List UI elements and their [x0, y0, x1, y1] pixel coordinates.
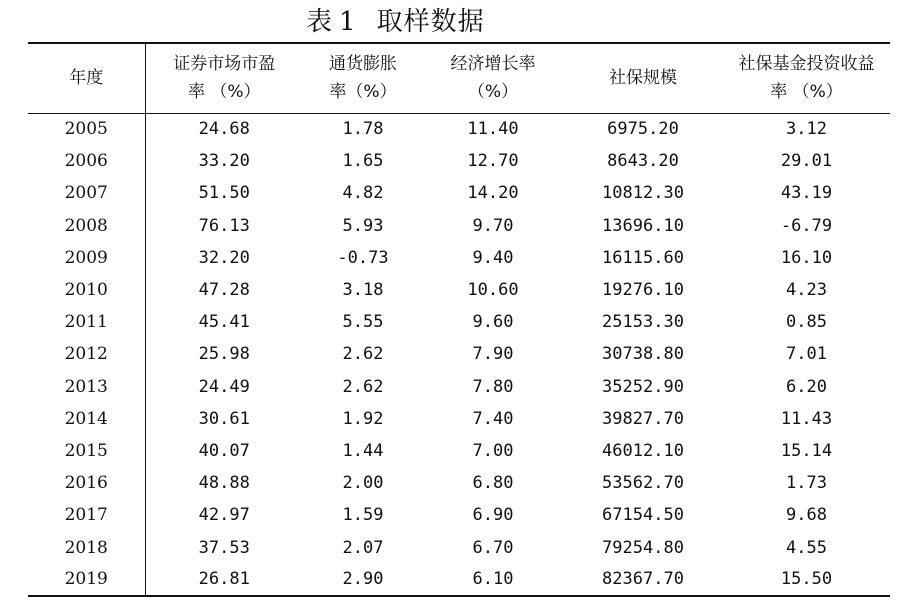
cell-fund-return-rate: 11.43 [780, 408, 833, 429]
cell-fund-return-rate: 4.55 [786, 537, 827, 558]
cell-fund-scale: 13696.10 [602, 215, 684, 236]
column-header-line: 率 （%） [770, 82, 843, 103]
cell-fund-return-rate: -6.79 [780, 215, 833, 236]
cell-inflation-rate: 5.55 [342, 312, 384, 333]
cell-year: 2016 [28, 467, 145, 499]
cell-fund-scale: 19276.10 [602, 280, 684, 301]
cell-fund-scale: 53562.70 [602, 473, 684, 494]
cell-pe-ratio: 37.53 [198, 537, 250, 558]
cell-fund-return-rate: 6.20 [786, 376, 827, 397]
cell-fund-scale: 10812.30 [602, 183, 684, 204]
cell-growth-rate: 12.70 [467, 151, 519, 172]
cell-year: 2005 [28, 113, 145, 145]
table-row [28, 306, 890, 338]
table-row [28, 274, 890, 306]
cell-growth-rate: 7.40 [472, 408, 514, 429]
caption-title: 取样数据 [376, 7, 485, 37]
cell-growth-rate: 6.90 [472, 505, 514, 526]
cell-fund-scale: 67154.50 [602, 505, 684, 526]
cell-pe-ratio: 24.49 [198, 376, 250, 397]
table-row [28, 531, 890, 563]
cell-fund-scale: 6975.20 [607, 119, 679, 140]
cell-growth-rate: 7.80 [472, 376, 514, 397]
header-year [28, 43, 145, 113]
cell-year: 2019 [28, 564, 145, 596]
cell-pe-ratio: 30.61 [198, 408, 250, 429]
cell-pe-ratio: 48.88 [198, 473, 250, 494]
column-header-line: 通货膨胀 [329, 54, 397, 75]
column-header-line: （%） [467, 82, 519, 103]
table-caption-text [306, 4, 485, 40]
cell-year: 2012 [28, 338, 145, 370]
table-row [28, 435, 890, 467]
cell-inflation-rate: 1.78 [342, 119, 384, 140]
cell-year: 2015 [28, 435, 145, 467]
cell-inflation-rate: 3.18 [342, 280, 384, 301]
cell-inflation-rate: 2.62 [342, 376, 384, 397]
cell-fund-scale: 46012.10 [602, 440, 684, 461]
header-fund-scale [563, 43, 723, 113]
table-row [28, 177, 890, 209]
cell-fund-return-rate: 9.68 [786, 505, 827, 526]
table-row [28, 564, 890, 596]
cell-inflation-rate: 1.92 [342, 408, 384, 429]
cell-fund-return-rate: 4.23 [786, 280, 827, 301]
cell-fund-return-rate: 0.85 [786, 312, 827, 333]
cell-inflation-rate: 2.62 [342, 344, 384, 365]
cell-growth-rate: 14.20 [467, 183, 519, 204]
cell-fund-return-rate: 43.19 [780, 183, 833, 204]
cell-pe-ratio: 32.20 [198, 247, 250, 268]
table-body [28, 113, 890, 596]
cell-growth-rate: 10.60 [467, 280, 519, 301]
column-header-line: 率（%） [329, 82, 397, 103]
table-row [28, 242, 890, 274]
cell-growth-rate: 7.90 [472, 344, 514, 365]
caption-prefix: 表 [306, 7, 334, 37]
table-row [28, 371, 890, 403]
cell-pe-ratio: 47.28 [198, 280, 250, 301]
cell-fund-scale: 39827.70 [602, 408, 684, 429]
caption-number: 1 [339, 7, 357, 37]
cell-fund-scale: 79254.80 [602, 537, 684, 558]
header-row [28, 43, 890, 113]
cell-fund-return-rate: 15.50 [723, 564, 890, 596]
cell-fund-return-rate: 7.01 [786, 344, 827, 365]
cell-year: 2014 [28, 403, 145, 435]
cell-pe-ratio: 25.98 [198, 344, 250, 365]
cell-fund-scale: 82367.70 [563, 564, 723, 596]
column-header-line: 率 （%） [187, 82, 261, 103]
cell-growth-rate: 6.70 [472, 537, 514, 558]
cell-year: 2018 [28, 531, 145, 563]
cell-year: 2007 [28, 177, 145, 209]
cell-fund-return-rate: 3.12 [786, 119, 827, 140]
table-header [28, 43, 890, 113]
cell-year: 2010 [28, 274, 145, 306]
table-row [28, 113, 890, 145]
cell-inflation-rate: 2.00 [342, 473, 384, 494]
table-row [28, 467, 890, 499]
cell-inflation-rate: 4.82 [342, 183, 384, 204]
cell-inflation-rate: 2.90 [303, 564, 423, 596]
column-header-line: 经济增长率 [450, 54, 536, 75]
cell-year: 2011 [28, 306, 145, 338]
cell-inflation-rate: 1.59 [342, 505, 384, 526]
header-growth-rate [423, 43, 563, 113]
cell-growth-rate: 6.10 [423, 564, 563, 596]
header-pe-ratio [145, 43, 303, 113]
cell-growth-rate: 11.40 [467, 119, 519, 140]
cell-pe-ratio: 40.07 [198, 440, 250, 461]
column-header-line: 证券市场市盈 [173, 54, 276, 75]
cell-pe-ratio: 24.68 [198, 119, 250, 140]
cell-pe-ratio: 42.97 [198, 505, 250, 526]
cell-fund-return-rate: 15.14 [780, 440, 833, 461]
cell-fund-return-rate: 29.01 [780, 151, 833, 172]
cell-fund-scale: 25153.30 [602, 312, 684, 333]
column-header-line: 社保基金投资收益 [738, 54, 875, 75]
cell-pe-ratio: 26.81 [145, 564, 303, 596]
cell-growth-rate: 9.40 [472, 247, 514, 268]
cell-growth-rate: 6.80 [472, 473, 514, 494]
table-row [28, 403, 890, 435]
cell-pe-ratio: 33.20 [198, 151, 250, 172]
cell-fund-scale: 8643.20 [607, 151, 679, 172]
table-row [28, 499, 890, 531]
cell-inflation-rate: -0.73 [337, 247, 389, 268]
cell-pe-ratio: 45.41 [198, 312, 250, 333]
table-row [28, 210, 890, 242]
cell-fund-scale: 35252.90 [602, 376, 684, 397]
cell-inflation-rate: 5.93 [342, 215, 384, 236]
cell-fund-scale: 30738.80 [602, 344, 684, 365]
column-header-line: 社保规模 [609, 68, 677, 89]
cell-pe-ratio: 76.13 [198, 215, 250, 236]
cell-growth-rate: 7.00 [472, 440, 514, 461]
header-inflation-rate [303, 43, 423, 113]
cell-inflation-rate: 2.07 [342, 537, 384, 558]
cell-fund-return-rate: 1.73 [786, 473, 827, 494]
cell-fund-return-rate: 16.10 [780, 247, 833, 268]
cell-year: 2017 [28, 499, 145, 531]
sample-data-table [28, 42, 890, 597]
cell-fund-scale: 16115.60 [602, 247, 684, 268]
cell-year: 2008 [28, 210, 145, 242]
cell-pe-ratio: 51.50 [198, 183, 250, 204]
cell-growth-rate: 9.60 [472, 312, 514, 333]
column-header-line: 年度 [69, 68, 104, 89]
cell-year: 2009 [28, 242, 145, 274]
table-row [28, 145, 890, 177]
cell-inflation-rate: 1.44 [342, 440, 384, 461]
cell-growth-rate: 9.70 [472, 215, 514, 236]
cell-year: 2013 [28, 371, 145, 403]
cell-inflation-rate: 1.65 [342, 151, 384, 172]
table-row [28, 338, 890, 370]
header-fund-return-rate [723, 43, 890, 113]
cell-year: 2006 [28, 145, 145, 177]
